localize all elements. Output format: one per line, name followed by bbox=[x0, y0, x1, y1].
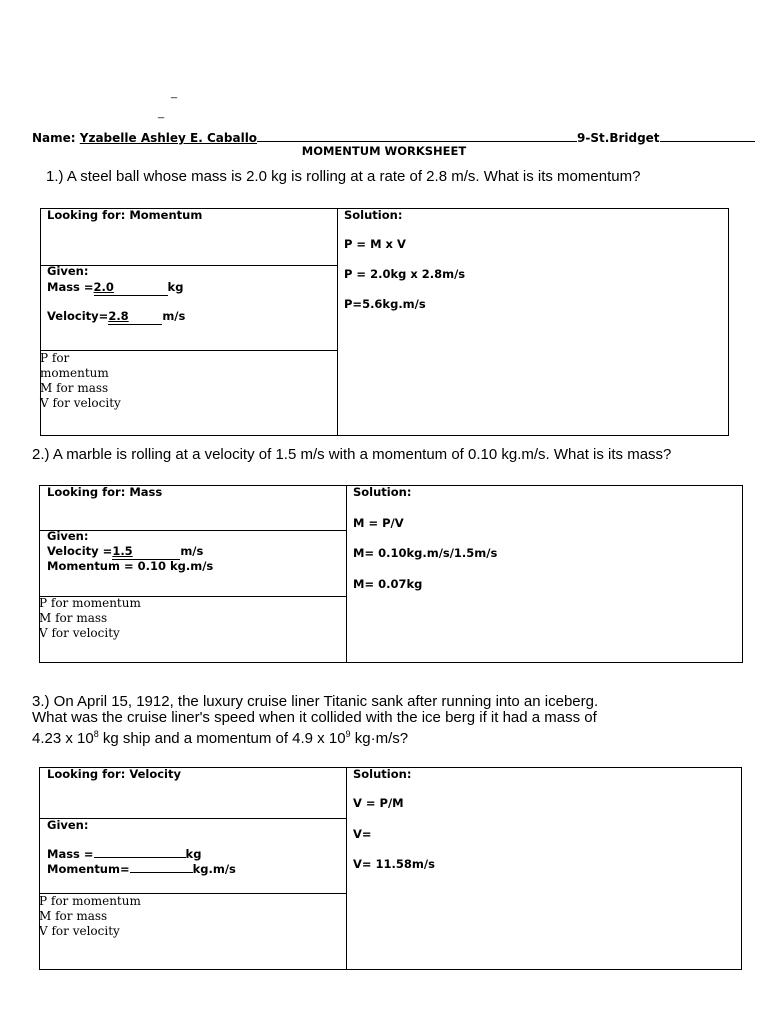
q1-given-label: Given: bbox=[47, 264, 89, 278]
section-label: 9-St.Bridget bbox=[577, 131, 660, 145]
q3-looking-for: Looking for: Velocity bbox=[47, 767, 181, 781]
q2-looking-for: Looking for: Mass bbox=[47, 485, 163, 499]
q1-solution-line: P = 2.0kg x 2.8m/s bbox=[344, 267, 466, 281]
q3-solution-line: V= 11.58m/s bbox=[353, 857, 435, 871]
name-label: Name: bbox=[32, 131, 76, 145]
q1-looking-for: Looking for: Momentum bbox=[47, 208, 203, 222]
student-name: Yzabelle Ashley E. Caballo bbox=[79, 131, 258, 145]
q1-mass: Mass =2.0 kg bbox=[47, 280, 184, 294]
q1-legend: P for momentum M for mass V for velocity bbox=[40, 351, 121, 410]
q3-mass: Mass = kg bbox=[47, 847, 202, 861]
q2-solution-line: M= 0.10kg.m/s/1.5m/s bbox=[353, 546, 498, 560]
q2-solution-line: M= 0.07kg bbox=[353, 577, 423, 591]
stray-mark: _ bbox=[158, 107, 165, 119]
question-3: 3.) On April 15, 1912, the luxury cruise liner Titanic sank after running into an iceberg. What was the cruise liner's speed when it collided with the ice berg if it had a mass of 4.23 x $10^8$ kg ship and a momentum of 4.9 x $10^9$ kg·m/s? bbox=[32, 693, 599, 747]
q2-given-label: Given: bbox=[47, 529, 89, 543]
q3-solution-label: Solution: bbox=[353, 767, 412, 781]
question-2: 2.) A marble is rolling at a velocity of 1.5 m/s with a momentum of 0.10 kg.m/s. What is its mass? bbox=[32, 446, 672, 463]
q3-solution-line: V = P/M bbox=[353, 796, 404, 810]
q2-table bbox=[39, 485, 743, 663]
q3-momentum: Momentum= kg.m/s bbox=[47, 862, 236, 876]
q2-solution-line: M = P/V bbox=[353, 516, 404, 530]
q2-velocity: Velocity =1.5 m/s bbox=[47, 544, 204, 558]
question-1: 1.) A steel ball whose mass is 2.0 kg is rolling at a rate of 2.8 m/s. What is its momentum? bbox=[46, 168, 641, 185]
q3-legend: P for momentum M for mass V for velocity bbox=[39, 894, 141, 938]
q2-momentum: Momentum = 0.10 kg.m/s bbox=[47, 559, 214, 573]
name-line bbox=[32, 129, 732, 145]
worksheet-title: MOMENTUM WORKSHEET bbox=[301, 144, 467, 158]
q1-solution-line: P=5.6kg.m/s bbox=[344, 297, 426, 311]
q3-given-label: Given: bbox=[47, 818, 89, 832]
q2-legend: P for momentum M for mass V for velocity bbox=[39, 596, 141, 640]
q3-solution-line: V= bbox=[353, 827, 372, 841]
q1-solution-label: Solution: bbox=[344, 208, 403, 222]
stray-mark: _ bbox=[171, 87, 178, 99]
q2-solution-label: Solution: bbox=[353, 485, 412, 499]
q1-velocity: Velocity=2.8 m/s bbox=[47, 309, 186, 323]
q1-solution-line: P = M x V bbox=[344, 237, 406, 251]
